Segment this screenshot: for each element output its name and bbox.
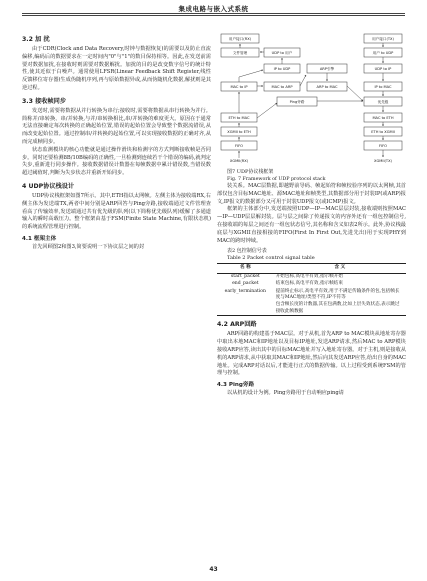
- ping-bypass-box: [277, 97, 317, 106]
- arp-engine-box: [307, 64, 347, 73]
- svg-text:FIFO: FIFO: [378, 144, 388, 148]
- section-4-2-paragraph: ARP回路的构建基于MAC层。对于从机,首先ARP to MAC模块从地址寄存器中取出本地MAC和IP地址以及目标IP地址,发送ARP请求,然后MAC to ARP模块接收ARP应答,读出其中的目标MAC地址并写入地址寄存器。对于主机,则是接收从机的ARP请求,从中获取其MAC和IP地址,然后向其发送ARP应答,给出自身的MAC地址。完成ARP对话以后,才能进行正式的数据传输。以上过程受到系统FSM的管理与控制。: [217, 331, 406, 377]
- eth-to-mac-box: [221, 113, 257, 122]
- header-rule: [22, 13, 405, 14]
- svg-text:ETH to XGMII: ETH to XGMII: [371, 130, 395, 134]
- section-4-1-title: 4.1 框架主体: [22, 235, 57, 242]
- table-header-name: 名 称: [217, 264, 274, 273]
- section-4-3-paragraph: 以从机的设计为例。Ping旁路用于自动响应ping请: [227, 390, 344, 397]
- table-caption-cn: 表2 包控制信号表: [227, 248, 267, 255]
- table-row: start_packet 开始包标,高电平有效,指示帧开始: [230, 274, 343, 280]
- figure-caption-cn: 图7 UDP协议栈框架: [227, 169, 274, 175]
- udp-to-user-box: [264, 48, 300, 57]
- fifo-rx-box: [221, 141, 257, 150]
- svg-text:ETH to MAC: ETH to MAC: [228, 116, 250, 120]
- user-to-udp-box: [364, 48, 402, 57]
- svg-text:MAC to IP: MAC to IP: [230, 85, 248, 89]
- file-management-box: [221, 48, 259, 57]
- svg-text:UDP to IP: UDP to IP: [374, 67, 392, 71]
- section-3-3-paragraph-2: 状态监测模块的核心功能就是通过操作滑块和检测字的方式判断接收帧是否同步。同时还要检测8B/10B编码的正确性,一旦检测到连续若干个错误的编码,就判定失步,重新进行同步操作。接收数据错误计数器在每帧数据中累计错误数,当错误数超过阈值时,判断为失步状态并重新开始同步。: [22, 146, 211, 177]
- svg-text:XGMII to ETH: XGMII to ETH: [227, 130, 251, 134]
- mac-to-ip-box: [221, 82, 257, 91]
- xgmii-tx-label: [374, 159, 393, 163]
- svg-text:用户 to UDP: 用户 to UDP: [372, 51, 394, 55]
- svg-text:用户接口(TX): 用户接口(TX): [372, 37, 394, 41]
- right-paragraph-2: 框架的主体部分中,发送端按照UDP—IP—MAC层层封装,接收端则按照MAC—IP—UDP层层解封装。层与层之间除了传递报文的内容外还有一组包控制信号,在接收端的每层之间还有一组包状态信号,其名称和含义如表2所示。此外,协议栈最底层与XGMII直接相接的FIFO(First In First Out,先进先出)用于实现PHY到MAC的跨时钟域。: [217, 206, 406, 244]
- svg-text:优先级: 优先级: [377, 100, 389, 104]
- page-number: 43: [209, 566, 218, 573]
- section-3-2-paragraph: 由于CDR(Clock and Data Recovery,时钟与数据恢复)的需要以及防止直流偏移,编码后的数据要求在一定时间内"0"与"1"的数目保持相等。因此,在发送前需要对数据加扰,在接收时则需要对数据解扰。加扰的目的是改变数字信号的统计特性,使其近似于白噪声。通常使用LFSR(Linear Feedback Shift Register,线性反馈移位寄存器)生成伪随机序列,再与原始数据异或,从而伪随机化数据,解扰则是其逆过程。: [22, 46, 211, 91]
- mac-to-arp-box: [264, 82, 300, 91]
- svg-text:XGMII(RX): XGMII(RX): [229, 159, 249, 163]
- running-header: 集成电路与嵌入式系统: [178, 5, 249, 13]
- xgmii-to-eth-box: [221, 127, 257, 136]
- section-4-3-title: 4.3 Ping旁路: [217, 382, 255, 389]
- table-row: 包含帧长度的计数器,其在包满数,比如上层失效状态,表示跳过接收此帧数据: [217, 302, 406, 316]
- svg-text:Ping旁路: Ping旁路: [289, 100, 305, 104]
- udp-to-ip-box: [364, 64, 402, 73]
- right-column: [217, 31, 406, 398]
- priority-queue-box: [364, 97, 402, 106]
- svg-text:MAC to ARP: MAC to ARP: [271, 85, 293, 89]
- ip-to-udp-box: [264, 64, 300, 73]
- ip-to-mac-box: [364, 82, 402, 91]
- svg-text:IP to UDP: IP to UDP: [273, 67, 291, 71]
- eth-to-xgmii-box: [364, 127, 402, 136]
- xgmii-rx-label: [230, 159, 249, 163]
- fifo-tx-box: [364, 141, 402, 150]
- tx-user-interface-box: [364, 34, 402, 43]
- udp-framework-diagram: [217, 31, 406, 169]
- svg-text:MAC to ETH: MAC to ETH: [372, 116, 394, 120]
- svg-text:XGMII(TX): XGMII(TX): [374, 159, 392, 163]
- table-header-meaning: 含 义: [274, 264, 406, 273]
- svg-text:UDP to 用户: UDP to 用户: [271, 51, 293, 55]
- mac-to-eth-box: [364, 113, 402, 122]
- section-4-paragraph: UDP协议栈框架如图7所示。其中,ETH指以太网帧。左侧主体为接收端RX,右侧主体为发送端TX,两者中间分别是ARP回答与Ping旁路,接收端通过文件管理查看高了传输效率,发送端通过共有优先级的队列(以下简称优先级队列)缓解了多通道输入的瞬时高载压力。整个框架由基于FSM(Finite State Machine,有限状态机)的系统流程管理进行控制。: [22, 192, 211, 231]
- section-3-3-paragraph-1: 发送时,需要将数据从并行转换为串行;接收时,需要将数据从串行转换为并行。简称并/串转换、串/并转换,与并/串转换相比,串/并转换的难度更大。原因在于通常无法直接确定每次转换的正确起始位置,错误的起始位置会导致整个数据流错误,从而改变起始位置。通过控制串/并转换的起始位置,可以实现接收数据的正确对齐,从而完成帧同步。: [22, 107, 211, 145]
- section-4-2-title: 4.2 ARP回路: [217, 321, 257, 329]
- table-caption-en: Table 2 Packet control signal table: [227, 255, 315, 262]
- section-3-2-title: 3.2 加 扰: [22, 36, 50, 43]
- section-4-1-paragraph: 首先回顾图2和图3,简要说明一下协议层之间的封: [32, 243, 145, 250]
- udp-framework-figure: [217, 31, 406, 169]
- section-4-title: 4 UDP协议栈设计: [22, 182, 75, 190]
- svg-text:文件管理: 文件管理: [232, 51, 248, 55]
- arp-to-mac-box: [307, 82, 347, 91]
- rx-user-interface-box: [221, 34, 259, 43]
- header-rule-thin: [22, 15, 405, 16]
- svg-text:ARP to MAC: ARP to MAC: [316, 85, 338, 89]
- figure-caption-en: Fig. 7 Framework of UDP protocol stack: [227, 177, 326, 182]
- svg-text:用户接口(RX): 用户接口(RX): [228, 37, 252, 41]
- right-paragraph-1: 装关系。MAC层数据,即越野前导码、帧起始符和帧校验序列的以太网帧,其首部仅包含目标MAC地址、源MAC地址和帧类型,其数据部分用于封装IP(或ARP)报文,IP报文的数据部分又可用于封装UDP报文(或ICMP)报文。: [217, 183, 406, 205]
- section-3-3-title: 3.3 接收帧同步: [22, 97, 67, 105]
- left-column: [22, 31, 211, 252]
- table-row: end_packet 结束包标,高电平有效,指示帧结束: [232, 281, 343, 287]
- svg-text:FIFO: FIFO: [234, 144, 244, 148]
- packet-control-table: [217, 263, 406, 316]
- svg-text:IP to MAC: IP to MAC: [374, 85, 392, 89]
- svg-text:ARP引擎: ARP引擎: [319, 67, 335, 71]
- table-row: early_termination 提前终止标示,高电平有效,用于不满足传输条件的包,包括帧长度与MAC地址/类型不符,IP不符等: [224, 288, 400, 301]
